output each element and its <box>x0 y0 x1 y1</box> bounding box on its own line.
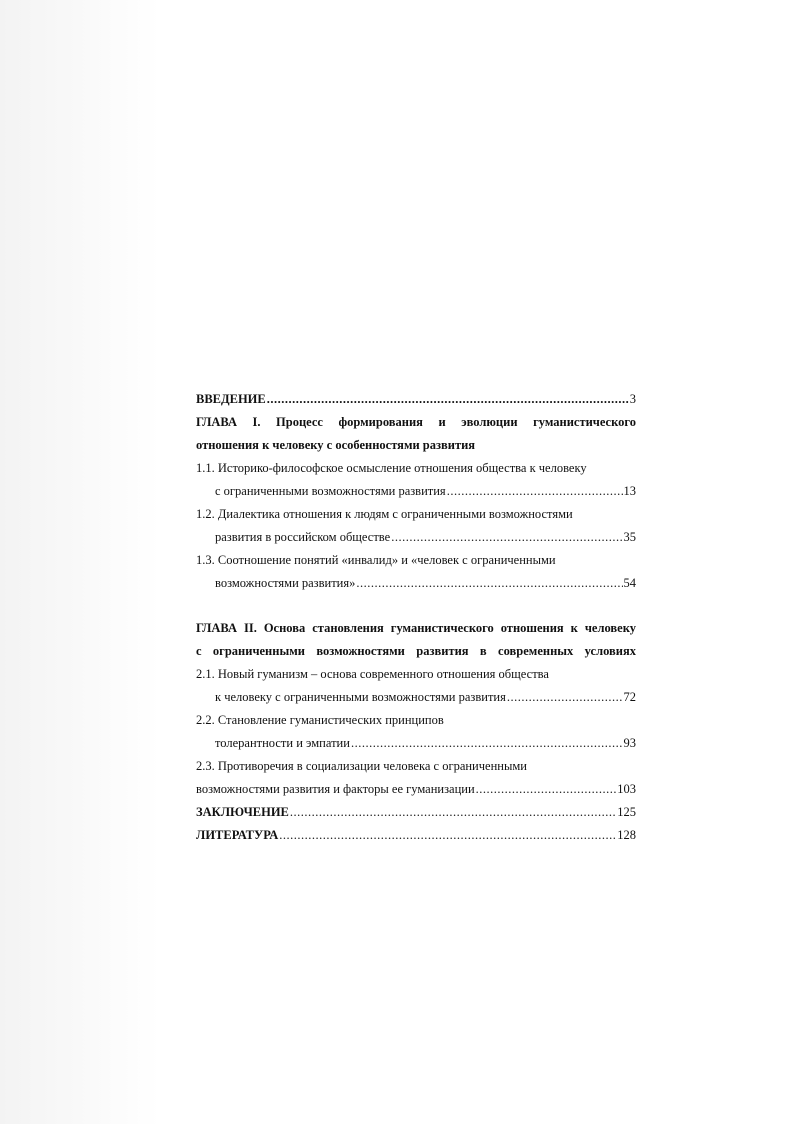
scan-shadow <box>0 0 160 1124</box>
section-title-line: 1.2. Диалектика отношения к людям с ограниченными возможностями <box>196 507 573 521</box>
section-title-line: 2.2. Становление гуманистических принципов <box>196 713 444 727</box>
section-title-line: с ограниченными возможностями развития <box>215 484 446 498</box>
chapter-heading-line: отношения к человеку с особенностями развития <box>196 438 476 452</box>
toc-entry-label: ЛИТЕРАТУРА <box>196 828 279 842</box>
toc-page-number: 125 <box>617 805 636 819</box>
section-title-row <box>196 572 636 595</box>
dot-leader <box>290 801 616 824</box>
toc-page-number: 13 <box>623 484 636 498</box>
section-title-row <box>196 526 636 549</box>
dot-leader <box>351 732 623 755</box>
dot-leader <box>279 824 616 847</box>
toc-section-1-3 <box>196 549 636 595</box>
dot-leader <box>476 778 617 801</box>
toc-section-1-2 <box>196 503 636 549</box>
toc-section-1-1 <box>196 457 636 503</box>
toc-section-2-3 <box>196 755 636 801</box>
toc-page-number: 72 <box>623 690 636 704</box>
section-title-row <box>196 778 636 801</box>
chapter-1-heading <box>196 411 636 457</box>
toc-section-2-2 <box>196 709 636 755</box>
toc-page-number: 103 <box>617 782 636 796</box>
toc-entry-label: ЗАКЛЮЧЕНИЕ <box>196 805 289 819</box>
section-title-line: к человеку с ограниченными возможностями развития <box>215 690 506 704</box>
dot-leader <box>391 526 622 549</box>
section-title-line: возможностями развития и факторы ее гуманизации <box>196 782 475 796</box>
toc-page-number: 93 <box>623 736 636 750</box>
toc-entry-intro <box>196 388 636 411</box>
section-title-line: 2.1. Новый гуманизм – основа современного отношения общества <box>196 667 549 681</box>
toc-entry-label: ВВЕДЕНИЕ <box>196 392 266 406</box>
section-title-line: 1.3. Соотношение понятий «инвалид» и «человек с ограниченными <box>196 553 556 567</box>
chapter-heading-line: ГЛАВА I. Процесс формирования и эволюции гуманистического <box>196 415 636 429</box>
section-title-row <box>196 732 636 755</box>
toc-entry-literature <box>196 824 636 847</box>
section-title-line: 1.1. Историко-философское осмысление отношения общества к человеку <box>196 461 587 475</box>
spacer <box>196 595 636 617</box>
section-title-line: развития в российском обществе <box>215 530 391 544</box>
dot-leader <box>447 480 623 503</box>
toc-page-number: 54 <box>623 576 636 590</box>
toc-entry-conclusion <box>196 801 636 824</box>
chapter-heading-line: с ограниченными возможностями развития в современных условиях <box>196 644 636 658</box>
dot-leader <box>267 388 629 411</box>
toc-page-number: 3 <box>629 392 636 406</box>
toc-section-2-1 <box>196 663 636 709</box>
section-title-row <box>196 686 636 709</box>
section-title-line: возможностями развития» <box>215 576 356 590</box>
dot-leader <box>507 686 623 709</box>
chapter-2-heading <box>196 617 636 663</box>
dot-leader <box>356 572 622 595</box>
table-of-contents <box>196 388 636 847</box>
toc-page-number: 35 <box>623 530 636 544</box>
section-title-row <box>196 480 636 503</box>
section-title-line: 2.3. Противоречия в социализации человека с ограниченными <box>196 759 527 773</box>
chapter-heading-line: ГЛАВА II. Основа становления гуманистического отношения к человеку <box>196 621 636 635</box>
section-title-line: толерантности и эмпатии <box>215 736 350 750</box>
toc-page-number: 128 <box>617 828 636 842</box>
